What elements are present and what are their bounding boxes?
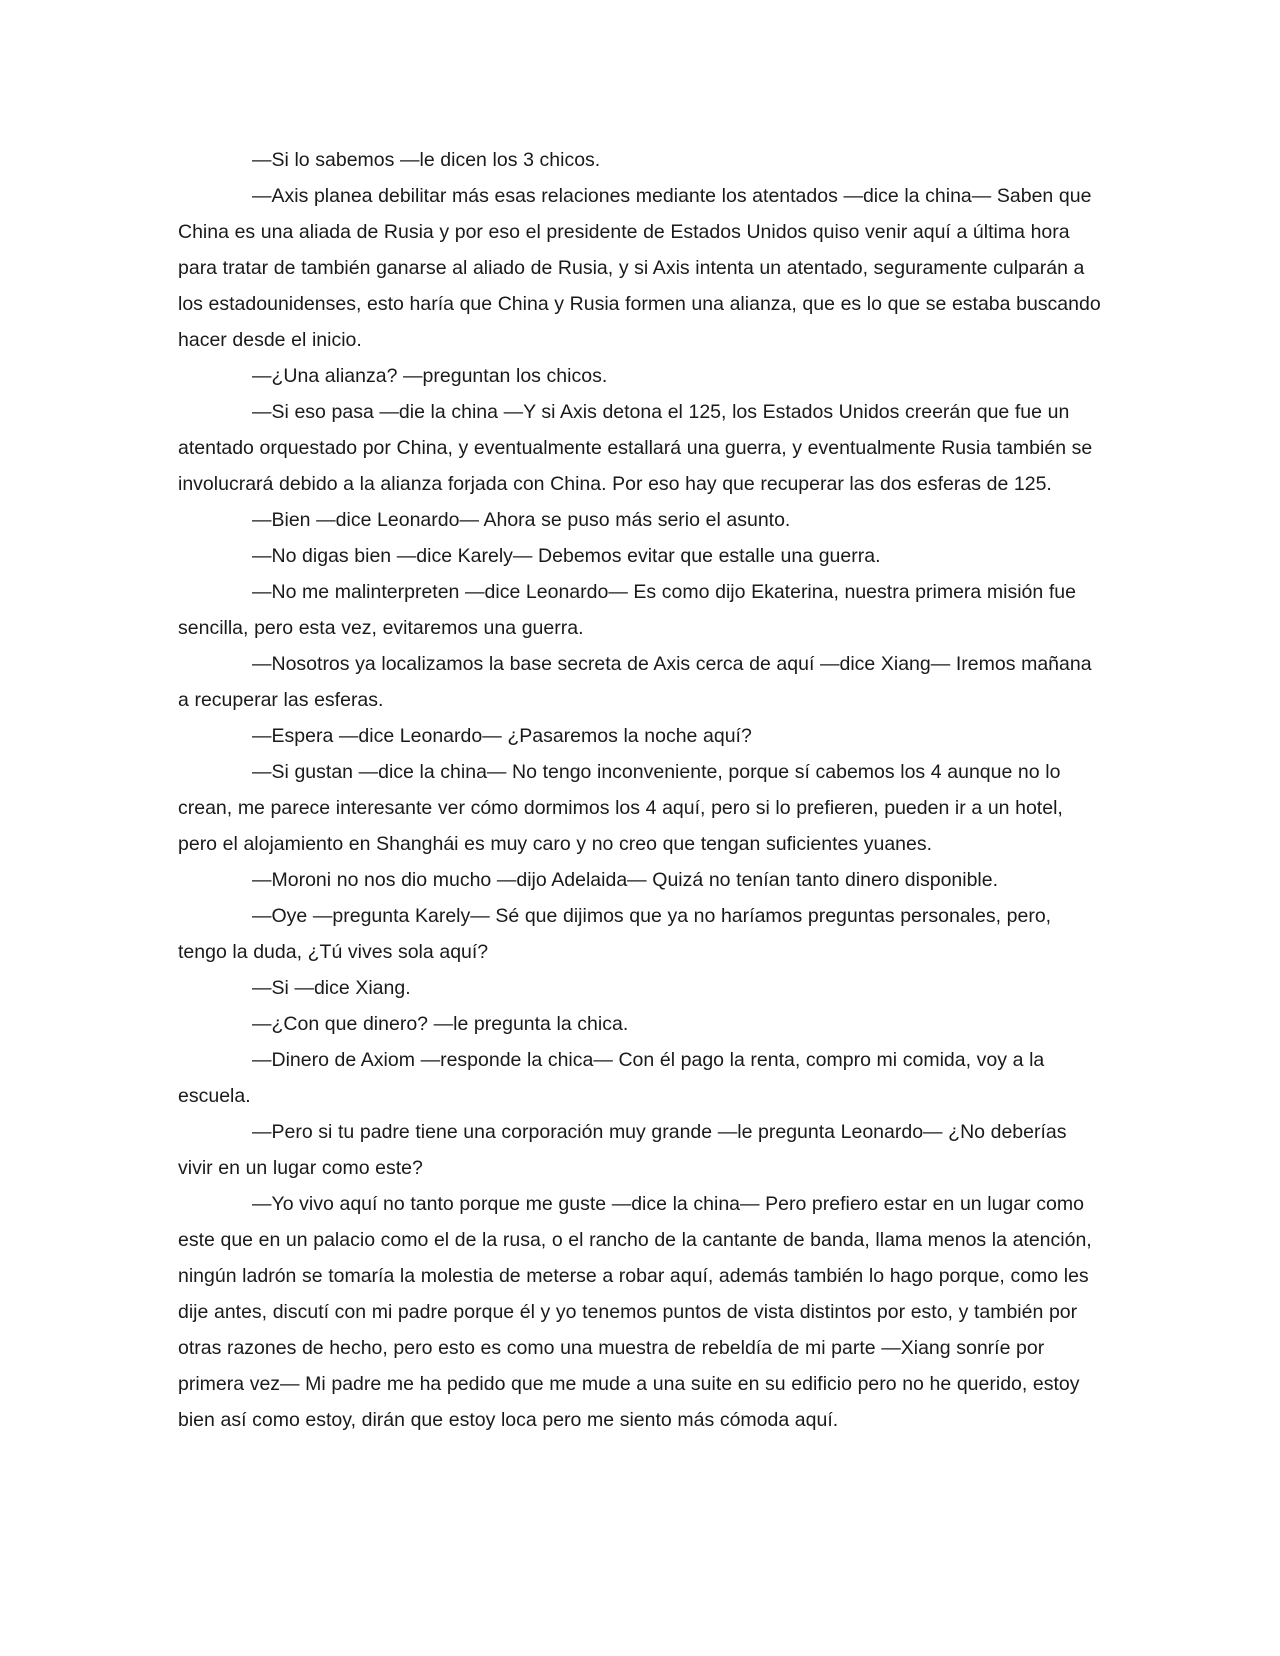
paragraph: —¿Una alianza? —preguntan los chicos. <box>252 365 608 387</box>
paragraph: —Dinero de Axiom —responde la chica— Con él pago la renta, compro mi comida, voy a la escuela. <box>178 1049 1045 1107</box>
paragraph: —Moroni no nos dio mucho —dijo Adelaida— Quizá no tenían tanto dinero disponible. <box>252 869 999 891</box>
paragraph: —Si eso pasa —die la china —Y si Axis detona el 125, los Estados Unidos creerán que fue un atentado orquestado por China, y eventualmente estallará una guerra, y eventualmente Rusia también se involucrará debido a la alianza forjada con China. Por eso hay que recuperar las dos esferas de 125. <box>178 401 1093 495</box>
paragraph: —Axis planea debilitar más esas relaciones mediante los atentados —dice la china— Saben que China es una aliada de Rusia y por eso el presidente de Estados Unidos quiso venir aquí a última hora para tratar de también ganarse al aliado de Rusia, y si Axis intenta un atentado, seguramente culparán a los estadounidenses, esto haría que China y Rusia formen una alianza, que es lo que se estaba buscando hacer desde el inicio. <box>178 185 1101 351</box>
paragraph: —Espera —dice Leonardo— ¿Pasaremos la noche aquí? <box>252 725 752 747</box>
paragraph: —¿Con que dinero? —le pregunta la chica. <box>252 1013 629 1035</box>
paragraph: —No digas bien —dice Karely— Debemos evitar que estalle una guerra. <box>252 545 881 567</box>
document-body <box>178 142 1103 1438</box>
paragraph: —Si —dice Xiang. <box>252 977 411 999</box>
paragraph: —Bien —dice Leonardo— Ahora se puso más serio el asunto. <box>252 509 791 531</box>
paragraph: —Nosotros ya localizamos la base secreta de Axis cerca de aquí —dice Xiang— Iremos mañana a recuperar las esferas. <box>178 653 1092 711</box>
paragraph: —Oye —pregunta Karely— Sé que dijimos que ya no haríamos preguntas personales, pero, tengo la duda, ¿Tú vives sola aquí? <box>178 905 1052 963</box>
paragraph: —Si gustan —dice la china— No tengo inconveniente, porque sí cabemos los 4 aunque no lo crean, me parece interesante ver cómo dormimos los 4 aquí, pero si lo prefieren, pueden ir a un hotel, pero el alojamiento en Shanghái es muy caro y no creo que tengan suficientes yuanes. <box>178 761 1063 855</box>
paragraph: —Pero si tu padre tiene una corporación muy grande —le pregunta Leonardo— ¿No deberías vivir en un lugar como este? <box>178 1121 1067 1179</box>
paragraph: —Yo vivo aquí no tanto porque me guste —dice la china— Pero prefiero estar en un lugar como este que en un palacio como el de la rusa, o el rancho de la cantante de banda, llama menos la atención, ningún ladrón se tomaría la molestia de meterse a robar aquí, además también lo hago porque, como les dije antes, discutí con mi padre porque él y yo tenemos puntos de vista distintos por esto, y también por otras razones de hecho, pero esto es como una muestra de rebeldía de mi parte —Xiang sonríe por primera vez— Mi padre me ha pedido que me mude a una suite en su edificio pero no he querido, estoy bien así como estoy, dirán que estoy loca pero me siento más cómoda aquí. <box>178 1193 1092 1431</box>
paragraph: —No me malinterpreten —dice Leonardo— Es como dijo Ekaterina, nuestra primera misión fue sencilla, pero esta vez, evitaremos una guerra. <box>178 581 1076 639</box>
paragraph: —Si lo sabemos —le dicen los 3 chicos. <box>252 149 601 171</box>
